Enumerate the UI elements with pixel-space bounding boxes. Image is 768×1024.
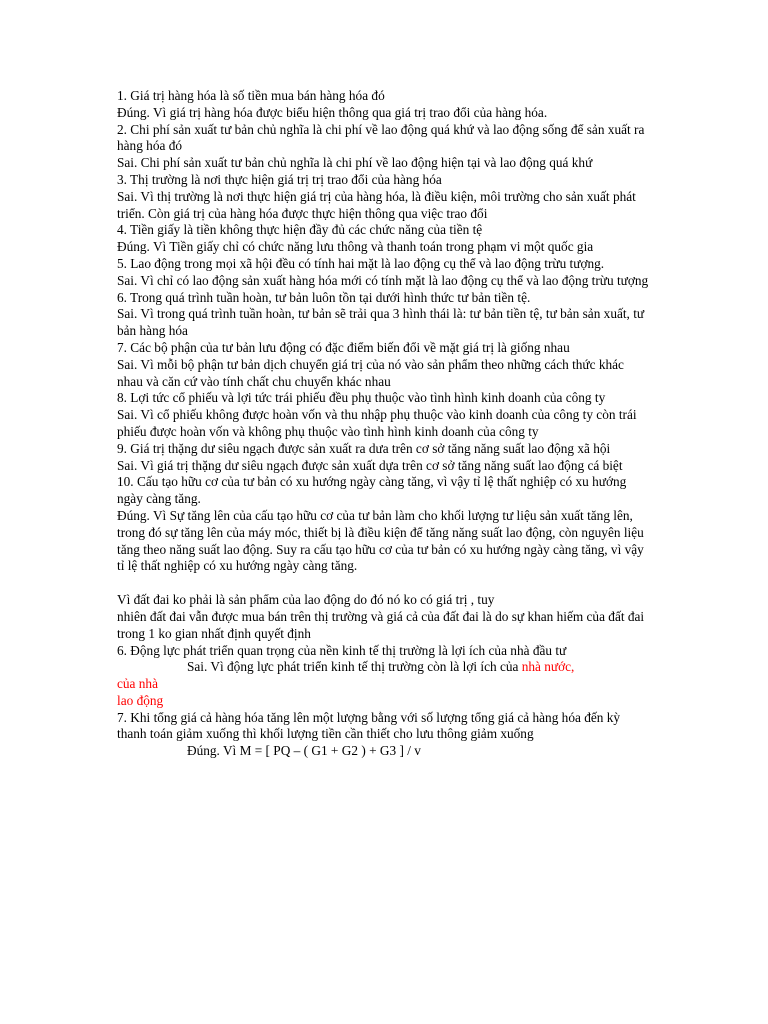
q3: 3. Thị trường là nơi thực hiện giá trị trị trao đổi của hàng hóa bbox=[117, 171, 442, 187]
q2: 2. Chi phí sản xuất tư bản chủ nghĩa là chi phí về lao động quá khứ và lao động sống để sản xuất ra hàng hóa đó bbox=[117, 121, 645, 154]
a8: Sai. Vì cổ phiếu không được hoàn vốn và thu nhập phụ thuộc vào kinh doanh của công ty còn trái phiếu được hoàn vốn và không phụ thuộc vào tình hình kinh doanh của công ty bbox=[117, 407, 637, 439]
a3: Sai. Vì thị trường là nơi thực hiện giá trị của hàng hóa, là điều kiện, môi trường cho sản xuất phát triển. Còn giá trị của hàng hóa được thực hiện thông qua việc trao đổi bbox=[117, 188, 636, 221]
a4: Đúng. Vì Tiền giấy chỉ có chức năng lưu thông và thanh toán trong phạm vi một quốc gia bbox=[117, 239, 594, 255]
q7-part2: 7. Khi tổng giá cả hàng hóa tăng lên một lượng bằng với số lượng tổng giá cả hàng hóa đến kỳ thanh toán giảm xuống thì khối lượng tiền cần thiết cho lưu thông giảm xuống bbox=[117, 709, 621, 742]
a6-highlight-2: của nhà bbox=[117, 676, 158, 692]
land-note-line2: nhiên đất đai vẫn được mua bán trên thị trường và giá cả của đất đai là do sự khan hiếm của đất đai trong 1 ko gian nhất định quyết định bbox=[117, 608, 645, 641]
document-body bbox=[117, 88, 652, 760]
a7-part2-formula: Đúng. Vì M = [ PQ – ( G1 + G2 ) + G3 ] / v bbox=[187, 743, 421, 759]
a9: Sai. Vì giá trị thặng dư siêu ngạch được sản xuất dựa trên cơ sở tăng năng suất lao động cá biệt bbox=[117, 457, 623, 473]
a6-part2 bbox=[117, 659, 652, 676]
q5: 5. Lao động trong mọi xã hội đều có tính hai mặt là lao động cụ thể và lao động trừu tượng. bbox=[117, 255, 605, 271]
q6-part2: 6. Động lực phát triển quan trọng của nền kinh tế thị trường là lợi ích của nhà đầu tư bbox=[117, 642, 567, 658]
q10: 10. Cấu tạo hữu cơ của tư bản có xu hướng ngày càng tăng, vì vậy tỉ lệ thất nghiệp có xu hướng ngày càng tăng. bbox=[117, 474, 627, 507]
q4: 4. Tiền giấy là tiền không thực hiện đầy đủ các chức năng của tiền tệ bbox=[117, 222, 483, 238]
q6-part1: 6. Trong quá trình tuần hoàn, tư bản luôn tồn tại dưới hình thức tư bản tiền tệ. bbox=[117, 289, 531, 305]
paragraph-gap bbox=[117, 575, 652, 592]
land-note-line1: Vì đất đai ko phải là sản phẩm của lao động do đó nó ko có giá trị , tuy bbox=[117, 592, 495, 608]
q8: 8. Lợi tức cổ phiếu và lợi tức trái phiếu đều phụ thuộc vào tình hình kinh doanh của công ty bbox=[117, 390, 606, 406]
a5: Sai. Vì chỉ có lao động sản xuất hàng hóa mới có tính mặt là lao động cụ thể và lao động trừu tượng bbox=[117, 272, 649, 288]
a6-highlight-1: nhà nước, bbox=[521, 659, 575, 675]
a6-part2-text: Sai. Vì động lực phát triển kinh tế thị trường còn là lợi ích của bbox=[187, 659, 522, 675]
a6-part1: Sai. Vì trong quá trình tuần hoàn, tư bản sẽ trải qua 3 hình thái là: tư bản tiền tệ, tư bản sản xuất, tư bản hàng hóa bbox=[117, 306, 645, 339]
q7-part1: 7. Các bộ phận của tư bản lưu động có đặc điểm biến đổi về mặt giá trị là giống nhau bbox=[117, 339, 570, 355]
a6-highlight-3: lao động bbox=[117, 692, 164, 708]
a7-part1: Sai. Vì mỗi bộ phận tư bản dịch chuyển giá trị của nó vào sản phẩm theo những cách thức khác nhau và căn cứ vào tính chất chu chuyển khác nhau bbox=[117, 356, 624, 389]
a10: Đúng. Vì Sự tăng lên của cấu tạo hữu cơ của tư bản làm cho khối lượng tư liệu sản xuất tăng lên, trong đó sự tăng lên của máy móc, thiết bị là điều kiện để tăng năng suất lao động, còn nguyên liệu tăng theo năng suất lao động. Suy ra cấu tạo hữu cơ của tư bản có xu hướng ngày càng tăng, vì vậy tỉ lệ thất nghiệp có xu hướng ngày càng tăng. bbox=[117, 507, 644, 574]
q1: 1. Giá trị hàng hóa là số tiền mua bán hàng hóa đó bbox=[117, 88, 385, 103]
q9: 9. Giá trị thặng dư siêu ngạch được sản xuất ra dưa trên cơ sở tăng năng suất lao động xã hội bbox=[117, 440, 611, 456]
a1: Đúng. Vì giá trị hàng hóa được biểu hiện thông qua giá trị trao đổi của hàng hóa. bbox=[117, 104, 548, 120]
a2: Sai. Chi phí sản xuất tư bản chủ nghĩa là chi phí về lao động hiện tại và lao động quá khứ bbox=[117, 155, 593, 171]
